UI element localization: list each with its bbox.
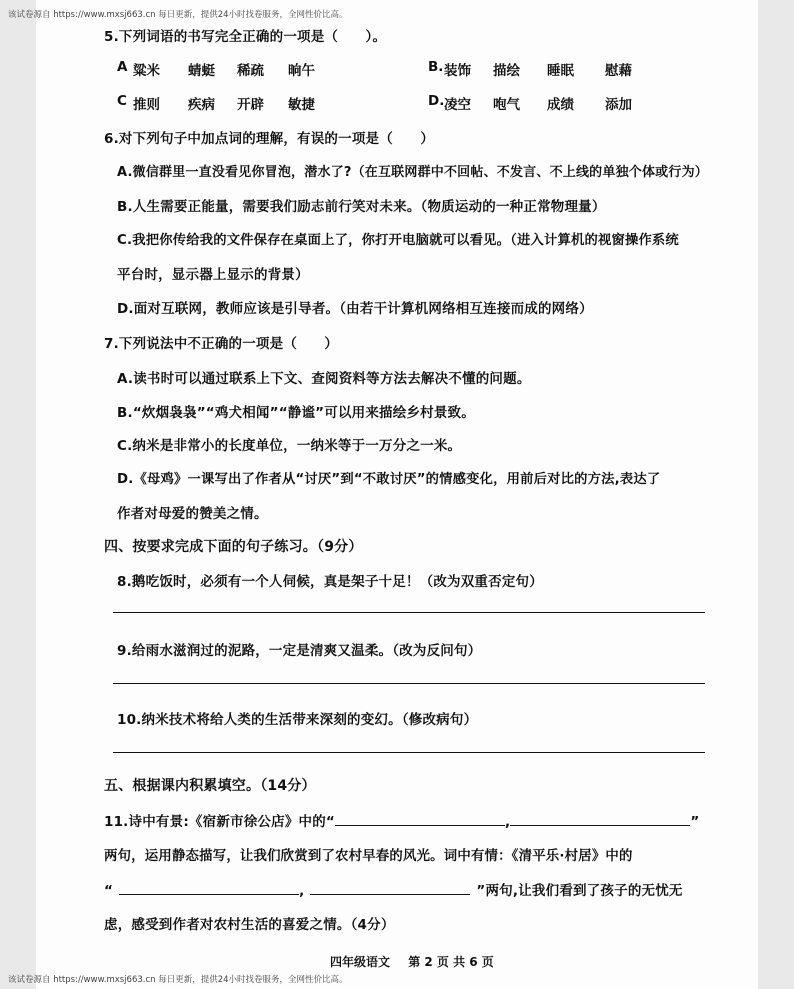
footer-subject: 四年级语文 <box>330 955 391 969</box>
q7-stem: 7.下列说法中不正确的一项是（ ） <box>104 336 339 352</box>
q11-line-4: 虑，感受到作者对农村生活的喜爱之情。（4分） <box>104 917 395 933</box>
option-word: 成绩 <box>547 97 574 113</box>
q11-line-2: 两句，运用静态描写，让我们欣赏到了农村早春的风光。词中有情：《清平乐·村居》中的 <box>104 849 633 864</box>
q11-comma: , <box>505 814 511 830</box>
q7-option-d[interactable]: D.《母鸡》一课写出了作者从“讨厌”到“不敢讨厌”的情感变化，用前后对比的方法,表达了 <box>117 472 661 487</box>
q8-prompt: 8.鹅吃饭时，必须有一个人伺候，真是架子十足！（改为双重否定句） <box>117 574 543 590</box>
option-word: 咆气 <box>493 97 520 113</box>
q11-blank-3[interactable] <box>119 881 299 895</box>
q11-close-quote: ” <box>690 814 700 830</box>
q6-option-c[interactable]: C.我把你传给我的文件保存在桌面上了，你打开电脑就可以看见。（进入计算机的视窗操作系统 <box>117 233 679 248</box>
option-label: A <box>117 59 128 75</box>
option-word: 敏捷 <box>288 97 315 113</box>
q11-blank-4[interactable] <box>310 881 470 895</box>
option-word: 粱米 <box>133 63 160 79</box>
source-watermark-bottom: 该试卷源自 https://www.mxsj663.cn 每日更新，提供24小时找卷服务，全网性价比高。 <box>8 975 348 985</box>
source-watermark-top: 该试卷源自 https://www.mxsj663.cn 每日更新，提供24小时找卷服务，全网性价比高。 <box>8 10 348 20</box>
option-word: 凌空 <box>444 97 471 113</box>
q10-prompt: 10.纳米技术将给人类的生活带来深刻的变幻。（修改病句） <box>117 712 478 728</box>
q11-line-3-end: ”两句,让我们看到了孩子的无忧无 <box>476 883 683 899</box>
q7-option-d-continued: 作者对母爱的赞美之情。 <box>117 506 268 522</box>
q7-option-a[interactable]: A.读书时可以通过联系上下文、查阅资料等方法去解决不懂的问题。 <box>117 371 531 387</box>
option-label: D. <box>428 93 445 109</box>
option-word: 慰藉 <box>605 63 632 79</box>
q7-option-c[interactable]: C.纳米是非常小的长度单位，一纳米等于一万分之一米。 <box>117 438 462 454</box>
option-word: 睡眠 <box>547 63 574 79</box>
q8-answer-line[interactable] <box>113 612 705 613</box>
option-label: B. <box>428 59 444 75</box>
footer-page-number: 第 2 页 共 6 页 <box>408 955 494 969</box>
option-word: 装饰 <box>444 63 471 79</box>
option-word: 稀疏 <box>237 63 264 79</box>
option-word: 推则 <box>133 97 160 113</box>
q9-answer-line[interactable] <box>113 683 705 684</box>
option-label: C <box>117 93 127 109</box>
q7-option-b[interactable]: B.“炊烟袅袅”“鸡犬相闻”“静谧”可以用来描绘乡村景致。 <box>117 405 475 421</box>
option-word: 疾病 <box>188 97 215 113</box>
q6-option-c-continued: 平台时，显示器上显示的背景） <box>117 267 309 283</box>
section-5-heading: 五、根据课内积累填空。（14分） <box>104 778 316 794</box>
page-footer <box>330 953 508 970</box>
q11-open-quote: “ <box>104 883 114 899</box>
option-word: 开辟 <box>237 97 264 113</box>
option-word: 描绘 <box>493 63 520 79</box>
option-word: 晌午 <box>288 63 315 79</box>
q11-blank-1[interactable] <box>335 812 505 826</box>
q11-blank-2[interactable] <box>510 812 690 826</box>
exam-page <box>36 0 758 989</box>
q5-stem: 5.下列词语的书写完全正确的一项是（ ）。 <box>104 29 387 45</box>
q10-answer-line[interactable] <box>113 752 705 753</box>
q6-option-d[interactable]: D.面对互联网，教师应该是引导者。（由若干计算机网络相互连接而成的网络） <box>117 301 593 317</box>
section-4-heading: 四、按要求完成下面的句子练习。（9分） <box>104 539 363 555</box>
q6-stem: 6.对下列句子中加点词的理解，有误的一项是（ ） <box>104 131 435 147</box>
q11-comma-2: , <box>299 883 305 899</box>
q6-option-a[interactable]: A.微信群里一直没看见你冒泡，潜水了?（在互联网群中不回帖、不发言、不上线的单独个体或行为） <box>117 165 708 180</box>
q11-line-1 <box>104 810 699 830</box>
option-word: 添加 <box>605 97 632 113</box>
q6-option-b[interactable]: B.人生需要正能量，需要我们励志前行笑对未来。（物质运动的一种正常物理量） <box>117 199 606 215</box>
q9-prompt: 9.给雨水滋润过的泥路，一定是清爽又温柔。（改为反问句） <box>117 643 482 659</box>
q11-intro: 11.诗中有景:《宿新市徐公店》中的“ <box>104 814 335 830</box>
q11-line-3 <box>104 879 683 899</box>
option-word: 蜻蜓 <box>188 63 215 79</box>
